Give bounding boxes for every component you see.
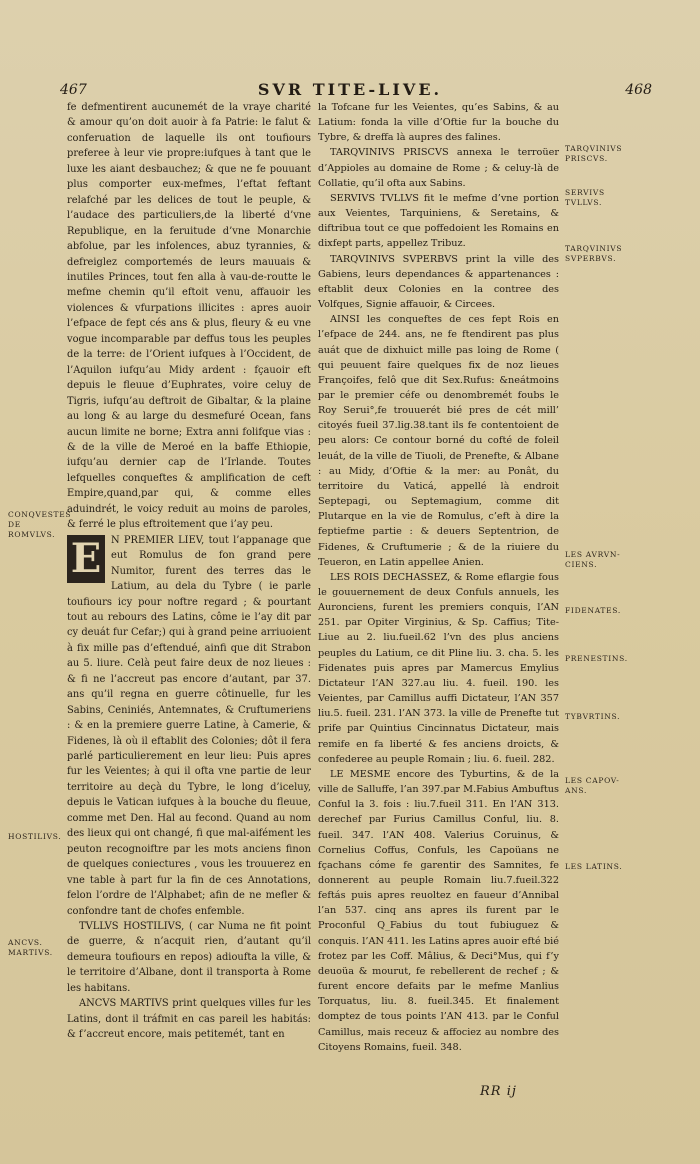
signature-mark: RR ij: [480, 1084, 517, 1099]
paragraph: LE MESME encore des Tyburtins, & de la ville de Salluffe, l’an 397.par M.Fabius Ambuftus Conful la 3. fois : liu.7.fueil 311. En l’AN 313. derechef par Furius Camillus Conful, liu. 8. fueil. 347. l’AN 408. Valerius Coruinus, & Cornelius Coffus, Confuls, les Capoüans ne fçachans cóme fe garentir des Samnites, fe donnerent au peuple Romain liu.7.fueil.322 feftás puis apres reuoltez en faueur d’Annibal l’an 537. cinq ans apres ils furent par le Proconful Q_Fabius du tout fubiuguez & conquis. l’AN 411. les Latins apres auoir efté bié frotez par les Coff. Mâlius, & Deci°Mus, qui f’y deuoüa & mourut, fe rebellerent de rechef ; & furent encore defaits par le mefme Manlius Torquatus, liu. 8. fueil.345. Et finalement domptez de tous points l’AN 413. par le Conful Camillus, mais receuz & affociez au nombre des Citoyens Romains, fueil. 348.: [318, 768, 559, 1053]
margin-note-romulus: [8, 510, 72, 540]
margin-note-ancus: [8, 938, 66, 958]
margin-note-line: MARTIVS.: [8, 948, 53, 957]
page-number-right: 468: [625, 82, 652, 98]
paragraph-text: N PREMIER LIEV, tout l’appanage que eut Romulus de fon grand pere Numitor, furent des terres das le Latium, au dela du Tybre ( ie parle toufiours icy pour noftre regard ; & pourtant tout au rebours des Latins, côme ie l’ay dit par cy deuát fur Cefar;) qui à grand peine arriuoient à fix mille pas d’eftendué, ainfi que dit Strabon au 5. liure. Celà peut faire deux de noz lieues : & fi ne l’accreut pas encore d’autant, par 37. ans qu’il regna en guerre côtinuelle, fur les Sabins, Ceniniés, Antemnates, & Cruftumeriens : & en la premiere guerre Latine, à Camerie, & Fidenes, là où il eftablit des Colonies; dôt il fera parlé particulierement en leur lieu: Puis apres fur les Veientes; à qui il ofta vne partie de leur territoire au deçà du Tybre, le long d’iceluy, depuis le Vatican iufques à la bouche du fleuue, comme met Den. Hal au fecond. Quand au nom des lieux qui ont changé, fi que mal-aifément les peuton recognoiftre par les mots anciens finon de quelques coniectures , vous les trouuerez en vne table à part fur la fin de ces Annotations, felon l’ordre de l’Alphabet; afin de ne mefler & confondre tant de chofes enfemble.: [67, 534, 311, 917]
margin-note-prenestins: [565, 654, 665, 664]
right-column: [318, 100, 559, 1055]
paragraph: LES ROIS DECHASSEZ, & Rome eflargie fous le gouuernement de deux Confuls annuels, les Auronciens, furent les premiers conquis, l’AN 251. par Opiter Virginius, & Sp. Caffius; Tite-Liue au 2. liu.fueil.62 l’vn des plus anciens peuples du Latium, ce dit Pline liu. 3. cha. 5. les Fidenates puis apres par Mamercus Emylius Dictateur l’AN 327.au liu. 4. fueil. 190. les Veientes, par Camillus auffi Dictateur, l’AN 357 liu.5. fueil. 231. l’AN 373. la ville de Prenefte tut prife par Quintius Cincinnatus Dictateur, mais remife en fa liberté & fes anciens droicts, & confederee au peuple Romain ; liu. 6. fueil. 282.: [318, 571, 559, 765]
margin-note-line: TYBVRTINS.: [565, 712, 621, 721]
paragraph: TARQVINIVS SVPERBVS print la ville des Gabiens, leurs dependances & appartenances : eftablit deux Colonies en la contree des Volfques, Signie affauoir, & Circees.: [318, 253, 559, 311]
paragraph: AINSI les conqueftes de ces fept Rois en l’efpace de 244. ans, ne fe ftendirent pas plus auát que de dixhuict mille pas loing de Rome ( qui peuuent faire quelques fix de noz lieues Françoifes, felô que dit Sex.Rufus: &neátmoins par le premier céfe ou denombremét foubs le Roy Serui°,fe trouuerét bié pres de cét mill’ citoyés fueil 37.lig.38.tant ils fe contentoient de peu alors: Ce contour borné du cofté de foleil leuát, de la ville de Tiuoli, de Prenefte, & Albane : au Midy, d’Oftie & la mer: au Ponât, du territoire du Vaticá, appellé là endroit Septepagi, ou Septemagium, comme dit Plutarque en la vie de Romulus, c’eft à dire la feptiefme partie : & deuers Septentrion, de Fidenes, & Cruftumerie ; & de la riuiere du Teueron, en Latin appellee Anien.: [318, 314, 559, 568]
margin-note-tarquinius-priscus: [565, 144, 665, 164]
margin-note-auronciens: [565, 550, 665, 570]
paragraph: TVLLVS HOSTILIVS, ( car Numa ne fit point de guerre, & n’acquit rien, d’autant qu’il demeura toufiours en repos) adioufta la ville, & le territoire d’Albane, dont il transporta à Rome les habitans.: [67, 921, 311, 994]
margin-note-line: ANS.: [565, 786, 588, 795]
drop-cap: E: [67, 535, 105, 583]
margin-note-hostilius: [8, 832, 66, 842]
margin-note-line: TARQVINIVS: [565, 244, 623, 253]
paragraph-romulus: [67, 533, 311, 919]
running-title: SVR TITE-LIVE.: [257, 80, 443, 99]
margin-note-line: TARQVINIVS: [565, 144, 623, 153]
margin-note-line: DE ROMVLVS.: [8, 520, 56, 539]
left-column: [67, 100, 311, 1043]
margin-note-line: CONQVESTES: [8, 510, 72, 519]
margin-note-latins: [565, 862, 665, 872]
margin-note-line: ANCVS.: [8, 938, 43, 947]
margin-note-tarquinius-superbus: [565, 244, 665, 264]
page-number-left: 467: [60, 82, 87, 98]
paragraph: TARQVINIVS PRISCVS annexa le terroüer d’Appioles au domaine de Rome ; & celuy-là de Collatie, qu’il ofta aux Sabins.: [318, 147, 559, 189]
margin-note-line: LES AVRVN-: [565, 550, 621, 559]
margin-note-capouans: [565, 776, 665, 796]
margin-note-fidenates: [565, 606, 665, 616]
margin-note-line: FIDENATES.: [565, 606, 621, 615]
margin-note-line: LES CAPOV-: [565, 776, 620, 785]
paragraph: la Tofcane fur les Veientes, qu’es Sabins, & au Latium: fonda la ville d’Oftie fur la bouche du Tybre, & dreffa là aupres des falines.: [318, 102, 559, 144]
margin-note-line: PRISCVS.: [565, 154, 608, 163]
margin-note-line: TVLLVS.: [565, 198, 603, 207]
margin-note-line: HOSTILIVS.: [8, 832, 62, 841]
paragraph: SERVIVS TVLLVS fit le mefme d’vne portion aux Veientes, Tarquiniens, & Seretains, & diftribua tout ce que poffedoient les Romains en dixfept parts, appellez Tribuz.: [318, 192, 559, 250]
paragraph: ANCVS MARTIVS print quelques villes fur les Latins, dont il tráfmit en cas pareil les habitás: & f’accreut encore, mais petitemét, tant en: [67, 998, 311, 1041]
margin-note-line: LES LATINS.: [565, 862, 623, 871]
margin-note-line: SVPERBVS.: [565, 254, 617, 263]
margin-note-line: PRENESTINS.: [565, 654, 628, 663]
margin-note-line: CIENS.: [565, 560, 598, 569]
paragraph: fe defmentirent aucunemét de la vraye charité & amour qu’on doit auoir à fa Patrie: le falut & conferuation de laquelle ils ont toufiours preferee à leur vie propre:iufques à tant que le luxe les aiant desbauchez; & que ne fe pouuant plus comporter eux-mefmes, l’eftat feftant relafché par les delices de tout le peuple, & l’audace des particuliers,de la liberté d’vne Republique, en la feruitude d’vne Monarchie abfolue, par les infolences, abuz tyrannies, & defreiglez comportemés de leurs mauuais & inutiles Princes, tout fen alla à vau-de-routte le mefme chemin qu’il eftoit venu, affauoir les violences & vfurpations illicites : apres auoir l’efpace de fept cés ans & plus, fleury & eu vne vogue incomparable par deffus tous les peuples de la terre: de l’Orient iufques à l’Occident, de l’Aquilon iufqu’au Midy ardent : fçauoir eft depuis le fleuue d’Euphrates, voire celuy de Tigris, iufqu’au deftroit de Gibaltar, & la plaine au long & au large du desmefuré Ocean, fans aucun limite ne borne; Extra anni folifque vias : & de la ville de Meroé en la baffe Ethiopie, iufqu’au dernier cap de l’Irlande. Toutes lefquelles conqueftes & amplification de ceft Empire,quand,par qui, & comme elles aduindrét, le voicy reduit au moins de paroles, & ferré le plus eftroitement que i’ay peu.: [67, 102, 311, 531]
margin-note-tyburtins: [565, 712, 665, 722]
margin-note-servius: [565, 188, 665, 208]
margin-note-line: SERVIVS: [565, 188, 605, 197]
